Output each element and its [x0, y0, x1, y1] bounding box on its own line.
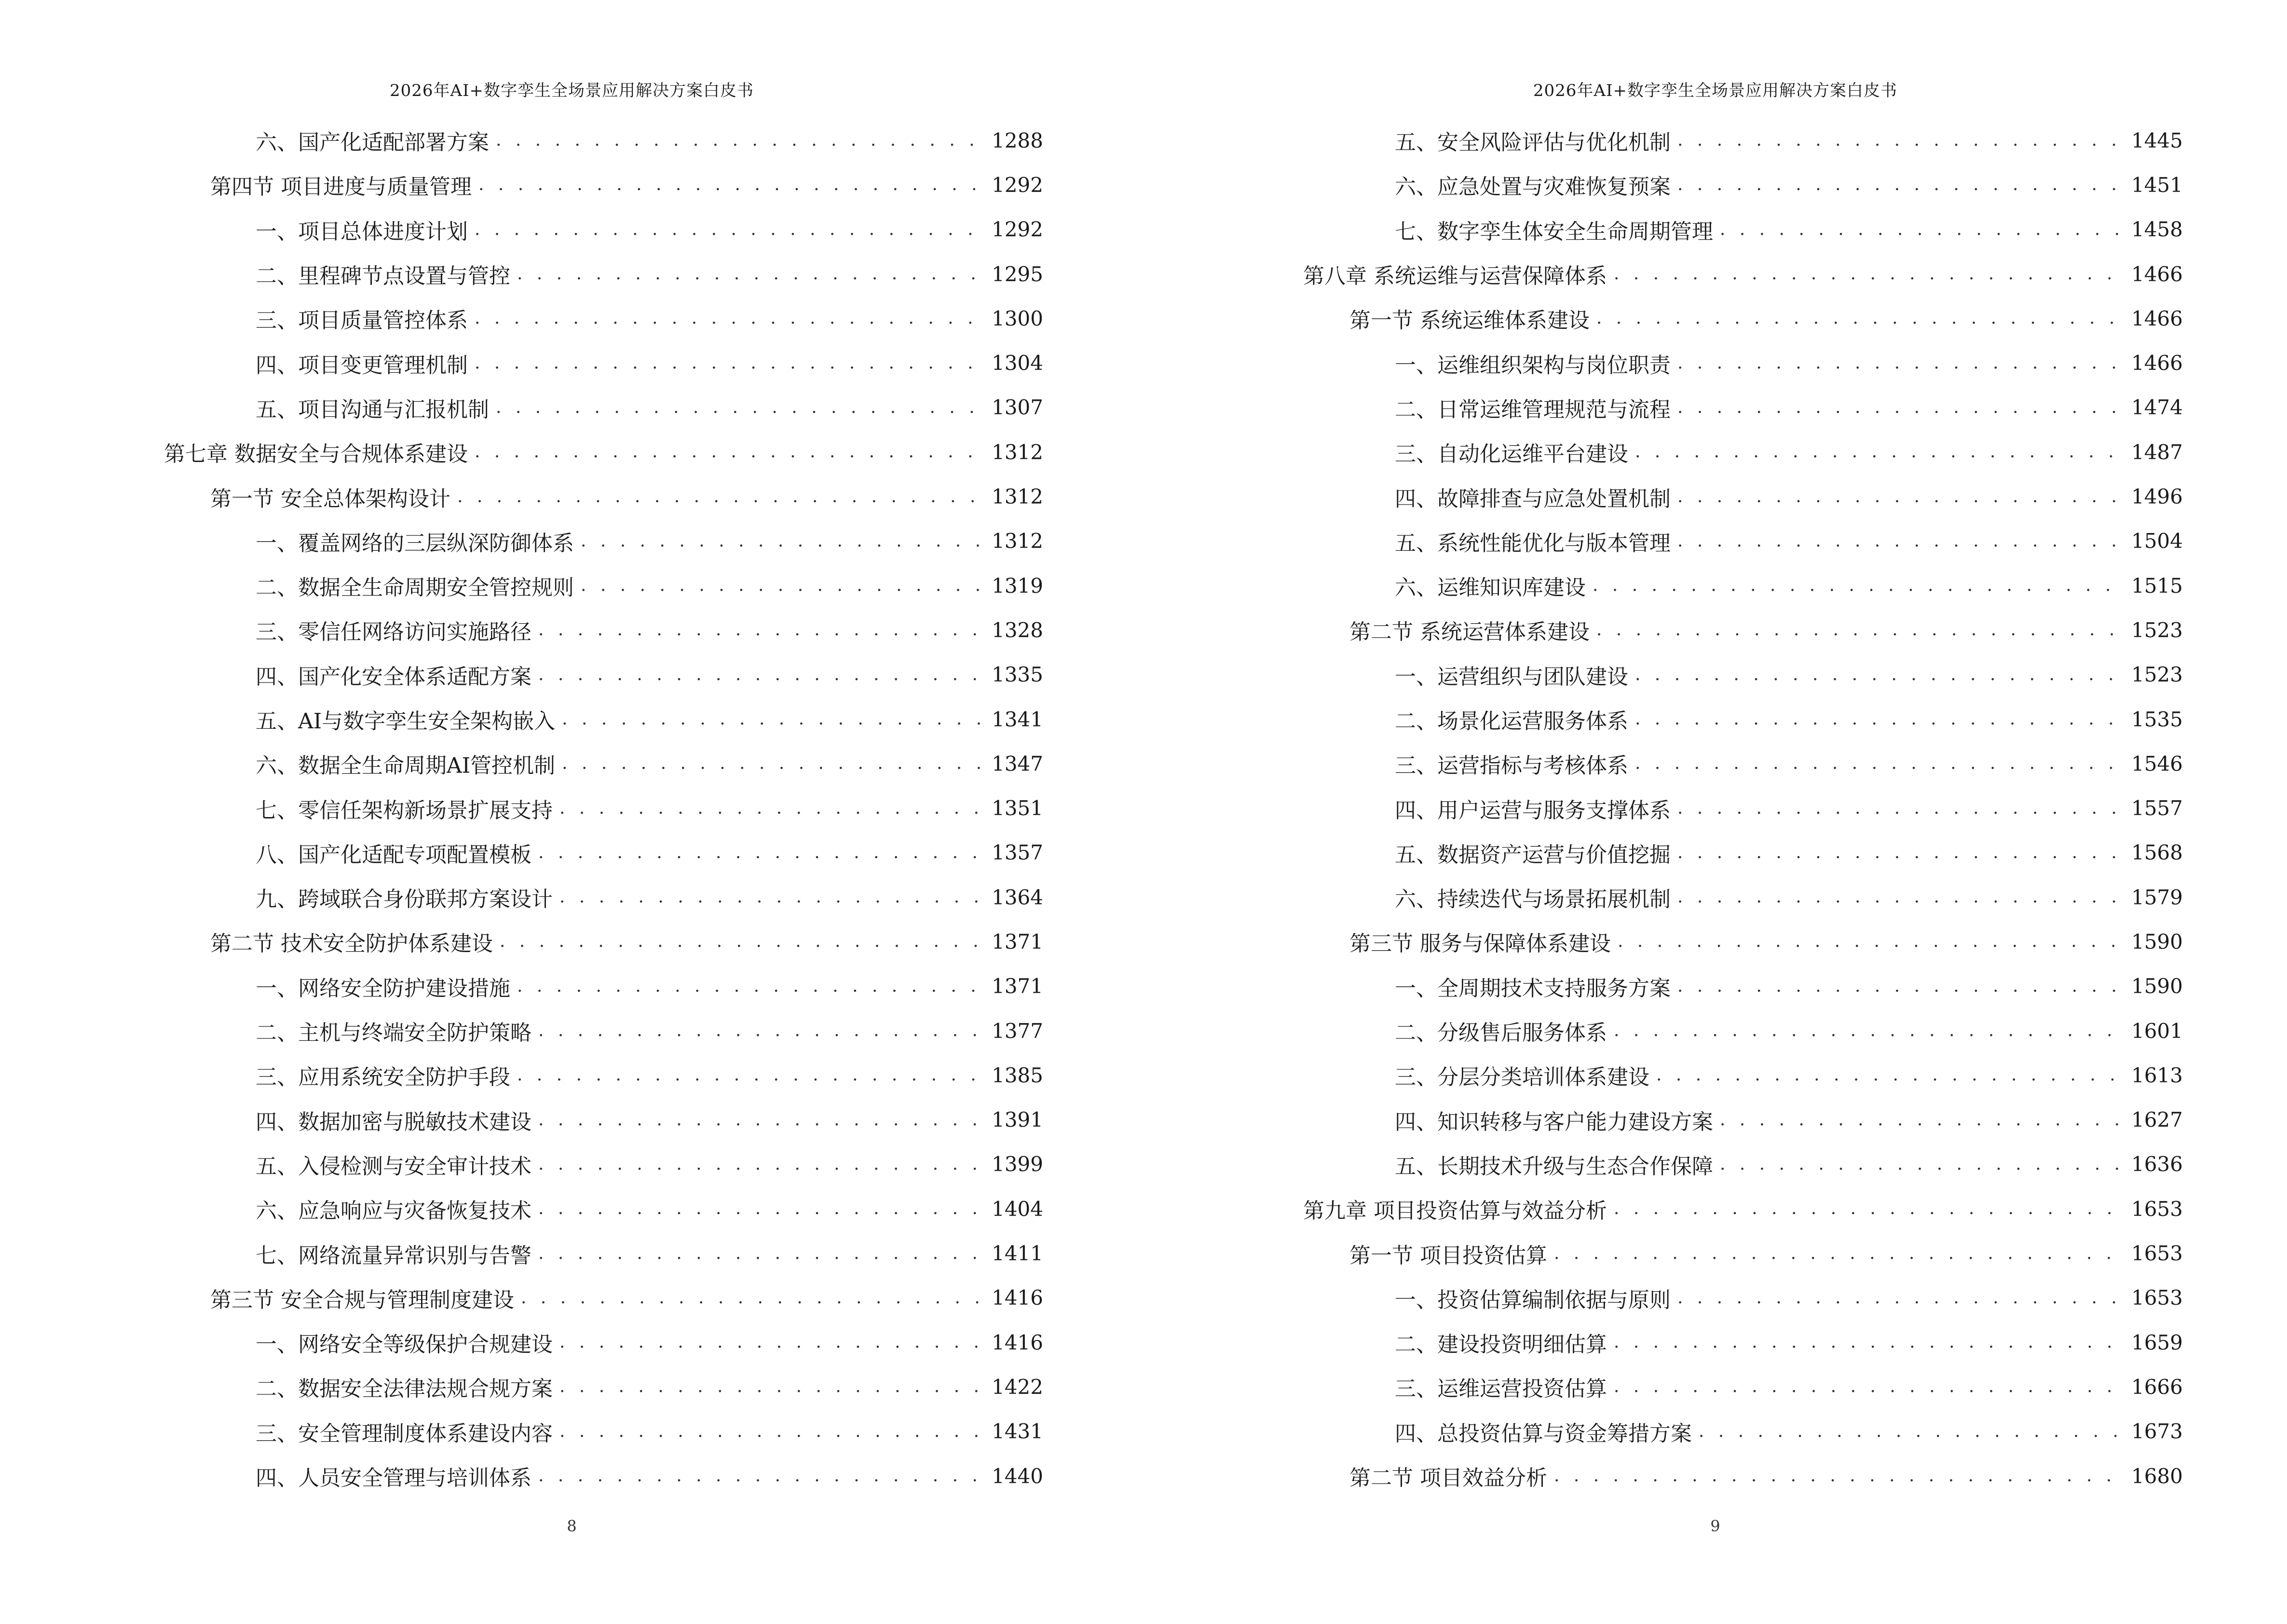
toc-entry-page-number: 1304: [992, 351, 1043, 375]
toc-entry[interactable]: [164, 653, 1043, 697]
toc-entry[interactable]: [1303, 430, 2183, 474]
toc-entry[interactable]: [1303, 1231, 2183, 1275]
dot-leader: [538, 1467, 985, 1485]
toc-entry[interactable]: [164, 341, 1043, 385]
dot-leader: [1677, 132, 2124, 149]
toc-entry-title: 五、安全风险评估与优化机制: [1395, 130, 1671, 155]
toc-entry[interactable]: [164, 1409, 1043, 1454]
toc-entry-page-number: 1568: [2131, 841, 2183, 865]
toc-entry-page-number: 1590: [2131, 974, 2183, 998]
toc-entry[interactable]: [1303, 207, 2183, 252]
dot-leader: [475, 355, 985, 372]
toc-entry-page-number: 1347: [992, 751, 1043, 776]
toc-entry[interactable]: [1303, 653, 2183, 697]
toc-entry-title: 四、数据加密与脱敏技术建设: [256, 1109, 531, 1134]
toc-entry-title: 三、应用系统安全防护手段: [256, 1065, 510, 1090]
toc-entry-page-number: 1292: [992, 218, 1043, 242]
toc-entry-title: 三、安全管理制度体系建设内容: [256, 1421, 553, 1446]
toc-entry[interactable]: [164, 875, 1043, 919]
toc-entry-title: 第三节 安全合规与管理制度建设: [210, 1287, 514, 1312]
dot-leader: [538, 844, 985, 861]
toc-entry[interactable]: [164, 252, 1043, 296]
running-header: 2026年AI+数字孪生全场景应用解决方案白皮书: [390, 81, 754, 100]
toc-entry-page-number: 1295: [992, 262, 1043, 286]
toc-entry-title: 三、项目质量管控体系: [256, 308, 468, 333]
toc-entry-page-number: 1496: [2131, 485, 2183, 509]
toc-entry-page-number: 1590: [2131, 929, 2183, 954]
dot-leader: [1635, 755, 2124, 772]
toc-entry-page-number: 1523: [2131, 618, 2183, 642]
dot-leader: [538, 1245, 985, 1262]
toc-entry-page-number: 1673: [2131, 1419, 2183, 1444]
toc-entry[interactable]: [164, 474, 1043, 519]
dot-leader: [1596, 310, 2124, 327]
dot-leader: [538, 1200, 985, 1217]
toc-entry-page-number: 1351: [992, 796, 1043, 820]
toc-entry-page-number: 1404: [992, 1197, 1043, 1221]
toc-entry-page-number: 1504: [2131, 529, 2183, 553]
toc-entry-title: 九、跨域联合身份联邦方案设计: [256, 887, 553, 912]
toc-entry-title: 三、分层分类培训体系建设: [1395, 1065, 1649, 1090]
dot-leader: [559, 1378, 985, 1395]
dot-leader: [457, 488, 985, 505]
toc-entry-page-number: 1288: [992, 128, 1043, 152]
toc-entry-title: 四、故障排查与应急处置机制: [1395, 486, 1671, 511]
toc-entry-title: 一、运营组织与团队建设: [1395, 664, 1628, 689]
dot-leader: [517, 1066, 985, 1084]
toc-entry[interactable]: [164, 519, 1043, 563]
page-number: 8: [567, 1517, 577, 1535]
toc-entry[interactable]: [164, 296, 1043, 341]
dot-leader: [559, 1334, 985, 1351]
toc-entry-page-number: 1319: [992, 573, 1043, 598]
toc-entry-title: 一、投资估算编制依据与原则: [1395, 1287, 1671, 1312]
toc-entry-title: 七、网络流量异常识别与告警: [256, 1243, 531, 1268]
dot-leader: [538, 621, 985, 639]
toc-entry-page-number: 1659: [2131, 1330, 2183, 1354]
toc-entry-title: 二、里程碑节点设置与管控: [256, 264, 510, 289]
toc-entry[interactable]: [164, 1231, 1043, 1275]
dot-leader: [1720, 221, 2124, 238]
toc-entry-title: 一、网络安全等级保护合规建设: [256, 1332, 553, 1357]
toc-entry-title: 第八章 系统运维与运营保障体系: [1303, 264, 1607, 289]
dot-leader: [1614, 1022, 2124, 1039]
toc-entry-page-number: 1474: [2131, 396, 2183, 420]
toc-entry-page-number: 1312: [992, 440, 1043, 464]
toc-entry-page-number: 1653: [2131, 1242, 2183, 1266]
running-header: 2026年AI+数字孪生全场景应用解决方案白皮书: [1533, 81, 1897, 100]
toc-entry-title: 五、数据资产运营与价值挖掘: [1395, 842, 1671, 867]
toc-entry-page-number: 1300: [992, 306, 1043, 330]
toc-entry-page-number: 1328: [992, 618, 1043, 642]
toc-entry[interactable]: [1303, 1365, 2183, 1409]
toc-entry-title: 三、零信任网络访问实施路径: [256, 620, 531, 645]
toc-entry-page-number: 1371: [992, 929, 1043, 954]
toc-entry-title: 五、AI与数字孪生安全架构嵌入: [256, 709, 556, 734]
toc-entry-title: 六、数据全生命周期AI管控机制: [256, 753, 556, 778]
dot-leader: [1614, 1334, 2124, 1351]
toc-entry-page-number: 1445: [2131, 128, 2183, 152]
toc-entry-page-number: 1341: [992, 707, 1043, 731]
toc-entry[interactable]: [164, 430, 1043, 474]
toc-entry-title: 八、国产化适配专项配置模板: [256, 842, 531, 867]
toc-entry-title: 二、日常运维管理规范与流程: [1395, 397, 1671, 422]
toc-entry[interactable]: [1303, 786, 2183, 830]
dot-leader: [538, 1111, 985, 1129]
toc-entry[interactable]: [164, 697, 1043, 741]
toc-entry-page-number: 1416: [992, 1330, 1043, 1354]
toc-entry[interactable]: [1303, 1142, 2183, 1187]
dot-leader: [1635, 666, 2124, 683]
toc-entry[interactable]: [1303, 341, 2183, 385]
toc-entry-title: 五、项目沟通与汇报机制: [256, 397, 489, 422]
toc-entry-page-number: 1636: [2131, 1152, 2183, 1176]
toc-entry-page-number: 1557: [2131, 796, 2183, 820]
toc-entry[interactable]: [164, 831, 1043, 875]
toc-entry-page-number: 1391: [992, 1108, 1043, 1132]
toc-entry-title: 第一节 系统运维体系建设: [1349, 308, 1590, 333]
toc-entry-title: 六、持续迭代与场景拓展机制: [1395, 887, 1671, 912]
dot-leader: [1554, 1467, 2124, 1485]
toc-entry-title: 第二节 系统运营体系建设: [1349, 620, 1590, 645]
toc-entry[interactable]: [1303, 385, 2183, 430]
dot-leader: [559, 800, 985, 817]
dot-leader: [1635, 710, 2124, 728]
dot-leader: [538, 1156, 985, 1173]
toc-entry-title: 五、长期技术升级与生态合作保障: [1395, 1154, 1713, 1179]
toc-entry[interactable]: [164, 608, 1043, 652]
toc-entry-page-number: 1523: [2131, 663, 2183, 687]
dot-leader: [1554, 1245, 2124, 1262]
toc-entry-title: 五、入侵检测与安全审计技术: [256, 1154, 531, 1179]
toc-entry-page-number: 1292: [992, 173, 1043, 197]
dot-leader: [1677, 1289, 2124, 1307]
toc-entry-title: 五、系统性能优化与版本管理: [1395, 531, 1671, 556]
toc-entry-page-number: 1377: [992, 1019, 1043, 1043]
dot-leader: [1677, 532, 2124, 550]
dot-leader: [475, 310, 985, 327]
toc-entry-title: 四、总投资估算与资金筹措方案: [1395, 1421, 1692, 1446]
dot-leader: [1677, 399, 2124, 416]
toc-entry-page-number: 1601: [2131, 1019, 2183, 1043]
toc-list-right: [1303, 118, 2183, 1498]
right-page: [1144, 0, 2287, 1624]
toc-entry-title: 二、数据安全法律法规合规方案: [256, 1377, 553, 1402]
toc-entry[interactable]: [164, 741, 1043, 786]
toc-entry[interactable]: [1303, 296, 2183, 341]
toc-entry[interactable]: [164, 1365, 1043, 1409]
toc-entry-title: 七、零信任架构新场景扩展支持: [256, 798, 553, 823]
toc-entry-page-number: 1466: [2131, 306, 2183, 330]
dot-leader: [1614, 265, 2124, 283]
toc-entry[interactable]: [1303, 252, 2183, 296]
dot-leader: [521, 1289, 985, 1307]
toc-entry[interactable]: [164, 1320, 1043, 1365]
toc-entry-title: 二、数据全生命周期安全管控规则: [256, 575, 574, 600]
toc-entry-page-number: 1440: [992, 1464, 1043, 1488]
dot-leader: [1677, 355, 2124, 372]
toc-entry[interactable]: [1303, 474, 2183, 519]
toc-entry-title: 六、应急处置与灾难恢复预案: [1395, 175, 1671, 200]
toc-entry[interactable]: [1303, 697, 2183, 741]
toc-entry[interactable]: [1303, 608, 2183, 652]
dot-leader: [538, 1022, 985, 1039]
dot-leader: [1720, 1156, 2124, 1173]
toc-entry-page-number: 1364: [992, 885, 1043, 909]
toc-entry[interactable]: [1303, 741, 2183, 786]
toc-entry-title: 七、数字孪生体安全生命周期管理: [1395, 219, 1713, 244]
dot-leader: [1614, 1378, 2124, 1395]
toc-entry-page-number: 1422: [992, 1375, 1043, 1399]
toc-entry-title: 一、全周期技术支持服务方案: [1395, 976, 1671, 1001]
toc-entry-page-number: 1487: [2131, 440, 2183, 464]
toc-entry-page-number: 1579: [2131, 885, 2183, 909]
dot-leader: [517, 978, 985, 995]
dot-leader: [1614, 1200, 2124, 1217]
toc-entry-title: 六、应急响应与灾备恢复技术: [256, 1199, 531, 1224]
toc-entry-title: 第四节 项目进度与质量管理: [210, 175, 472, 200]
dot-leader: [1596, 621, 2124, 639]
dot-leader: [538, 666, 985, 683]
dot-leader: [496, 132, 985, 149]
toc-entry-page-number: 1451: [2131, 173, 2183, 197]
toc-entry-title: 一、覆盖网络的三层纵深防御体系: [256, 531, 574, 556]
dot-leader: [559, 1423, 985, 1440]
toc-entry[interactable]: [1303, 1276, 2183, 1320]
dot-leader: [1720, 1111, 2124, 1129]
toc-entry-page-number: 1546: [2131, 751, 2183, 776]
dot-leader: [475, 221, 985, 238]
toc-entry[interactable]: [164, 1009, 1043, 1053]
dot-leader: [1593, 577, 2124, 594]
toc-entry[interactable]: [1303, 563, 2183, 608]
toc-entry[interactable]: [1303, 831, 2183, 875]
toc-entry[interactable]: [1303, 1409, 2183, 1454]
toc-entry-title: 二、主机与终端安全防护策略: [256, 1021, 531, 1046]
toc-entry[interactable]: [164, 1454, 1043, 1498]
toc-entry-title: 四、用户运营与服务支撑体系: [1395, 798, 1671, 823]
dot-leader: [1699, 1423, 2124, 1440]
toc-entry[interactable]: [164, 964, 1043, 1009]
toc-entry[interactable]: [1303, 1053, 2183, 1097]
toc-entry[interactable]: [164, 118, 1043, 163]
dot-leader: [478, 176, 985, 193]
toc-entry[interactable]: [1303, 519, 2183, 563]
toc-entry-title: 第九章 项目投资估算与效益分析: [1303, 1199, 1607, 1224]
dot-leader: [581, 577, 985, 594]
dot-leader: [562, 710, 985, 728]
toc-entry-title: 二、分级售后服务体系: [1395, 1021, 1607, 1046]
dot-leader: [1635, 443, 2124, 461]
dot-leader: [1677, 978, 2124, 995]
dot-leader: [500, 933, 985, 950]
toc-entry[interactable]: [1303, 118, 2183, 163]
toc-entry-title: 四、知识转移与客户能力建设方案: [1395, 1109, 1713, 1134]
toc-entry-title: 第三节 服务与保障体系建设: [1349, 931, 1611, 956]
toc-entry[interactable]: [164, 786, 1043, 830]
toc-entry-page-number: 1653: [2131, 1197, 2183, 1221]
dot-leader: [496, 399, 985, 416]
toc-entry-page-number: 1653: [2131, 1286, 2183, 1310]
toc-entry[interactable]: [1303, 919, 2183, 964]
toc-entry-title: 四、人员安全管理与培训体系: [256, 1466, 531, 1491]
toc-entry-page-number: 1399: [992, 1152, 1043, 1176]
toc-entry-page-number: 1666: [2131, 1375, 2183, 1399]
dot-leader: [581, 532, 985, 550]
toc-entry-title: 第一节 安全总体架构设计: [210, 486, 450, 511]
toc-entry-page-number: 1312: [992, 529, 1043, 553]
toc-entry[interactable]: [164, 1187, 1043, 1231]
toc-entry-page-number: 1307: [992, 396, 1043, 420]
toc-entry-title: 二、场景化运营服务体系: [1395, 709, 1628, 734]
dot-leader: [1677, 800, 2124, 817]
toc-entry-title: 第一节 项目投资估算: [1349, 1243, 1547, 1268]
toc-entry-title: 第二节 技术安全防护体系建设: [210, 931, 493, 956]
dot-leader: [1677, 488, 2124, 505]
toc-entry-page-number: 1680: [2131, 1464, 2183, 1488]
toc-entry-page-number: 1431: [992, 1419, 1043, 1444]
toc-entry[interactable]: [164, 563, 1043, 608]
toc-entry-title: 一、项目总体进度计划: [256, 219, 468, 244]
toc-list-left: [164, 118, 1043, 1498]
toc-entry-title: 三、运维运营投资估算: [1395, 1377, 1607, 1402]
toc-entry[interactable]: [1303, 1320, 2183, 1365]
toc-entry[interactable]: [164, 1276, 1043, 1320]
toc-entry[interactable]: [1303, 875, 2183, 919]
toc-entry-title: 一、网络安全防护建设措施: [256, 976, 510, 1001]
toc-entry-title: 三、运营指标与考核体系: [1395, 753, 1628, 778]
toc-entry-page-number: 1416: [992, 1286, 1043, 1310]
toc-entry-page-number: 1627: [2131, 1108, 2183, 1132]
toc-entry[interactable]: [164, 1053, 1043, 1097]
toc-entry-page-number: 1312: [992, 485, 1043, 509]
toc-entry-page-number: 1466: [2131, 262, 2183, 286]
toc-entry[interactable]: [1303, 1454, 2183, 1498]
toc-entry[interactable]: [164, 1142, 1043, 1187]
toc-entry-title: 六、运维知识库建设: [1395, 575, 1586, 600]
toc-entry-title: 六、国产化适配部署方案: [256, 130, 489, 155]
toc-entry[interactable]: [164, 919, 1043, 964]
toc-entry[interactable]: [1303, 1187, 2183, 1231]
toc-entry-title: 一、运维组织架构与岗位职责: [1395, 353, 1671, 378]
dot-leader: [1618, 933, 2124, 950]
dot-leader: [517, 265, 985, 283]
toc-entry-page-number: 1385: [992, 1063, 1043, 1087]
toc-entry[interactable]: [1303, 964, 2183, 1009]
dot-leader: [559, 888, 985, 906]
toc-entry-title: 三、自动化运维平台建设: [1395, 442, 1628, 467]
dot-leader: [1656, 1066, 2124, 1084]
toc-entry[interactable]: [1303, 1009, 2183, 1053]
toc-entry-page-number: 1371: [992, 974, 1043, 998]
toc-entry-title: 四、项目变更管理机制: [256, 353, 468, 378]
toc-entry[interactable]: [1303, 1098, 2183, 1142]
toc-entry-page-number: 1613: [2131, 1063, 2183, 1087]
dot-leader: [1677, 176, 2124, 193]
toc-entry[interactable]: [164, 163, 1043, 207]
toc-entry-title: 第七章 数据安全与合规体系建设: [164, 442, 468, 467]
toc-entry[interactable]: [164, 207, 1043, 252]
toc-entry[interactable]: [1303, 163, 2183, 207]
dot-leader: [475, 443, 985, 461]
toc-entry-page-number: 1515: [2131, 573, 2183, 598]
toc-entry-page-number: 1357: [992, 841, 1043, 865]
toc-entry-page-number: 1411: [992, 1242, 1043, 1266]
dot-leader: [1677, 888, 2124, 906]
toc-entry[interactable]: [164, 1098, 1043, 1142]
dot-leader: [1677, 844, 2124, 861]
toc-entry-title: 四、国产化安全体系适配方案: [256, 664, 531, 689]
toc-entry[interactable]: [164, 385, 1043, 430]
toc-entry-page-number: 1458: [2131, 218, 2183, 242]
toc-entry-page-number: 1466: [2131, 351, 2183, 375]
toc-entry-page-number: 1535: [2131, 707, 2183, 731]
page-number: 9: [1710, 1517, 1720, 1535]
toc-entry-title: 二、建设投资明细估算: [1395, 1332, 1607, 1357]
toc-entry-title: 第二节 项目效益分析: [1349, 1466, 1547, 1491]
toc-entry-page-number: 1335: [992, 663, 1043, 687]
dot-leader: [562, 755, 985, 772]
